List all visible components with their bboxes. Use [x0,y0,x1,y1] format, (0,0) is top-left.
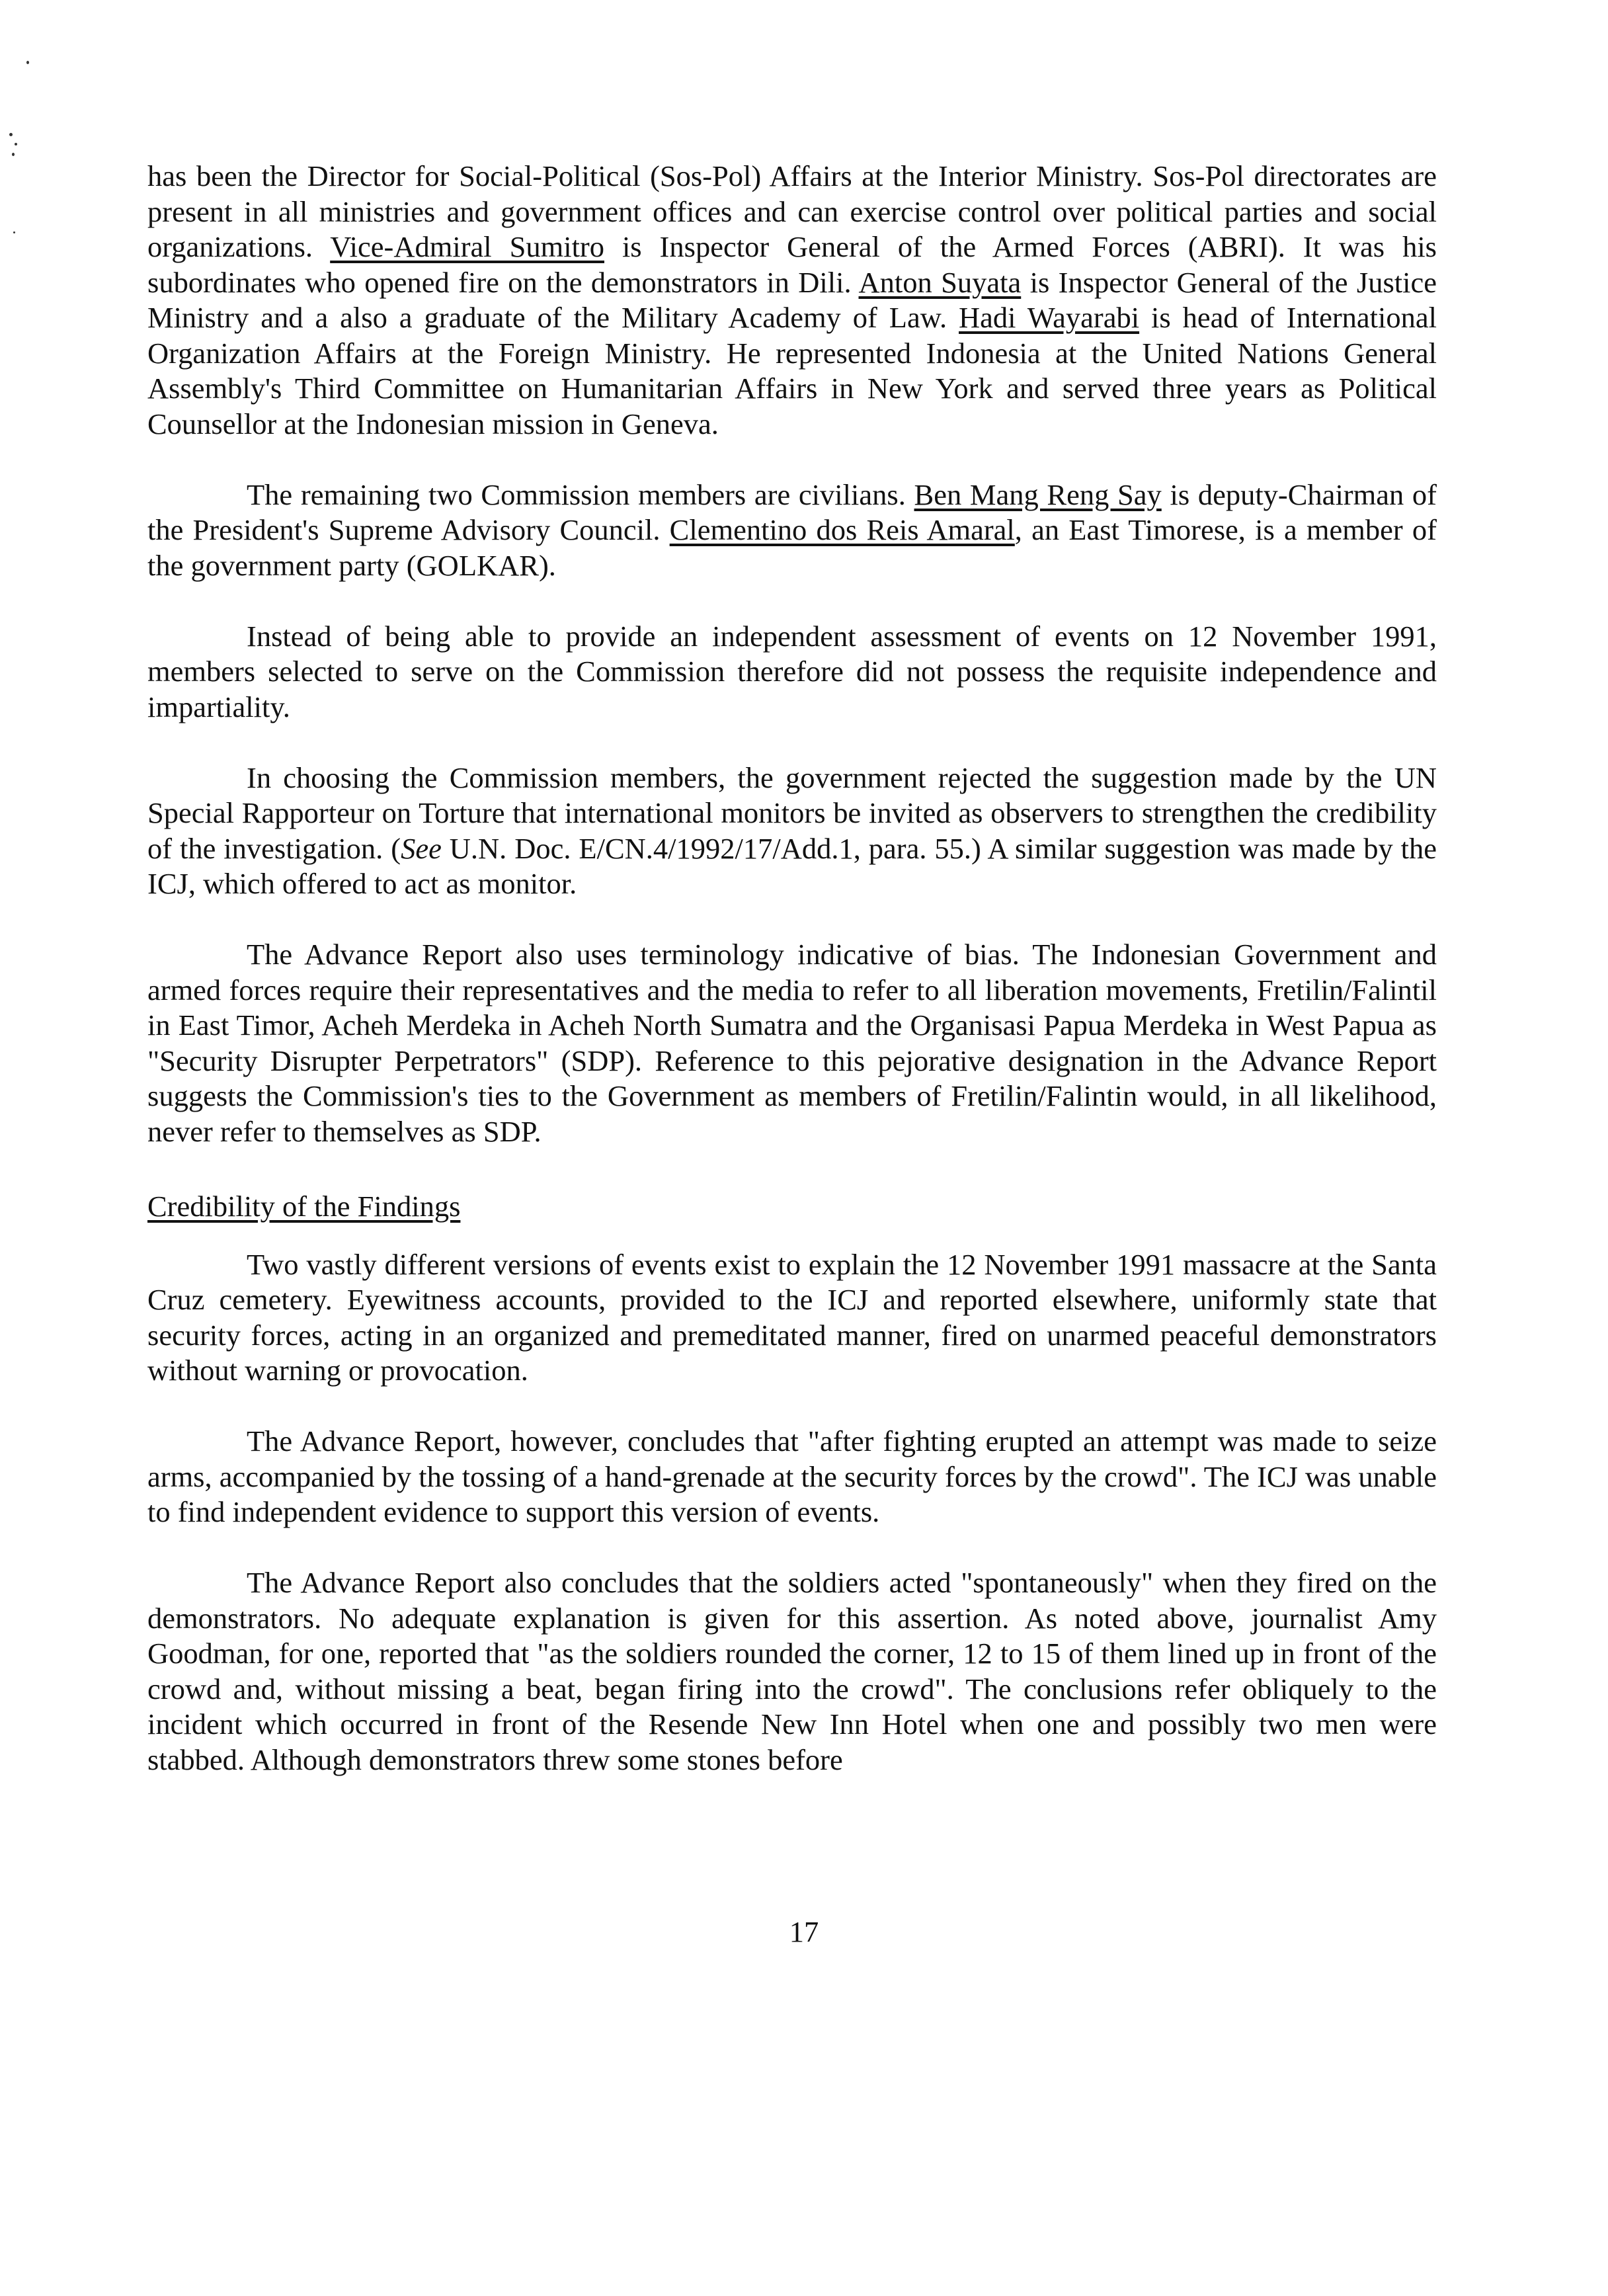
paragraph-commission-members [147,159,1437,442]
scan-speck [15,143,17,145]
body-text [147,159,1437,1813]
underlined-name: Clementino dos Reis Amaral [669,513,1015,546]
underlined-name: Vice-Admiral Sumitro [330,230,604,263]
text-run: is Inspector General of the Justice Ministry and a also a graduate of the Military Academy of Law. [147,265,1437,334]
paragraph-terminology: The Advance Report also uses terminology indicative of bias. The Indonesian Government and armed forces require their representatives and the media to refer to all liberation movements, Fretilin/Falintil in East Timor, Acheh Merdeka in Acheh North Sumatra and the Organisasi Papua Merdeka in West Papua as "Security Disrupter Perpetrators" (SDP). Reference to this pejorative designation in the Advance Report suggests the Commission's ties to the Government as members of Fretilin/Falintin would, in all likelihood, never refer to themselves as SDP. [147,938,1437,1148]
paragraph-monitors [147,760,1437,902]
underlined-name: Hadi Wayarabi [959,301,1140,334]
underlined-name: Ben Mang Reng Say [914,477,1162,511]
underlined-name: Anton Suyata [858,265,1022,299]
text-run: The remaining two Commission members are civilians. [247,477,914,511]
paragraph-independence: Instead of being able to provide an independent assessment of events on 12 November 1991, members selected to serve on the Commission therefore did not possess the requisite independence and impartiality. [147,619,1437,723]
text-run: has been the Director for Social-Political (Sos-Pol) Affairs at the Interior Ministry. Sos-Pol directorates are present in all ministries and government offices and can exercise control over political parties and social organizations. [147,159,1437,263]
paragraph-spontaneously: The Advance Report also concludes that the soldiers acted "spontaneously" when they fired on the demonstrators. No adequate explanation is given for this assertion. As noted above, journalist Amy Goodman, for one, reported that "as the soldiers rounded the corner, 12 to 15 of them lined up in front of the crowd and, without missing a beat, began firing into the crowd". The conclusions refer obliquely to the incident which occurred in front of the Resende New Inn Hotel when one and possibly two men were stabbed. Although demonstrators threw some stones before [147,1566,1437,1776]
text-run: , an East Timorese, is a member of the government party (GOLKAR). [147,513,1437,582]
paragraph-conclusion-arms: The Advance Report, however, concludes that "after fighting erupted an attempt was made to seize arms, accompanied by the tossing of a hand-grenade at the security forces by the crowd". The ICJ was unable to find independent evidence to support this version of events. [147,1424,1437,1528]
text-run: is Inspector General of the Armed Forces (ABRI). It was his subordinates who opened fire on the demonstrators in Dili. [147,230,1437,299]
scan-speck [12,153,15,156]
section-heading: Credibility of the Findings [147,1190,461,1223]
scan-speck [9,133,13,136]
paragraph-civilian-members [147,477,1437,584]
italic-see: See [401,831,442,865]
paragraph-versions: Two vastly different versions of events exist to explain the 12 November 1991 massacre at the Santa Cruz cemetery. Eyewitness accounts, provided to the ICJ and reported elsewhere, uniformly state that security forces, acting in an organized and premeditated manner, fired on unarmed peaceful demonstrators without warning or provocation. [147,1247,1437,1387]
scan-speck [26,61,29,64]
text-run: is deputy-Chairman of the President's Supreme Advisory Council. [147,477,1437,546]
text-run: In choosing the Commission members, the government rejected the suggestion made by the UN Special Rapporteur on Torture that international monitors be invited as observers to strengthen the credibility of the investigation. ( [147,760,1437,865]
text-run: is head of International Organization Affairs at the Foreign Ministry. He represented Indonesia at the United Nations General Assembly's Third Committee on Humanitarian Affairs in New York and served three years as Political Counsellor at the Indonesian mission in Geneva. [147,301,1437,440]
scan-speck [13,231,15,233]
text-run: U.N. Doc. E/CN.4/1992/17/Add.1, para. 55.) A similar suggestion was made by the ICJ, which offered to act as monitor. [147,831,1437,900]
page-number: 17 [789,1915,819,1948]
